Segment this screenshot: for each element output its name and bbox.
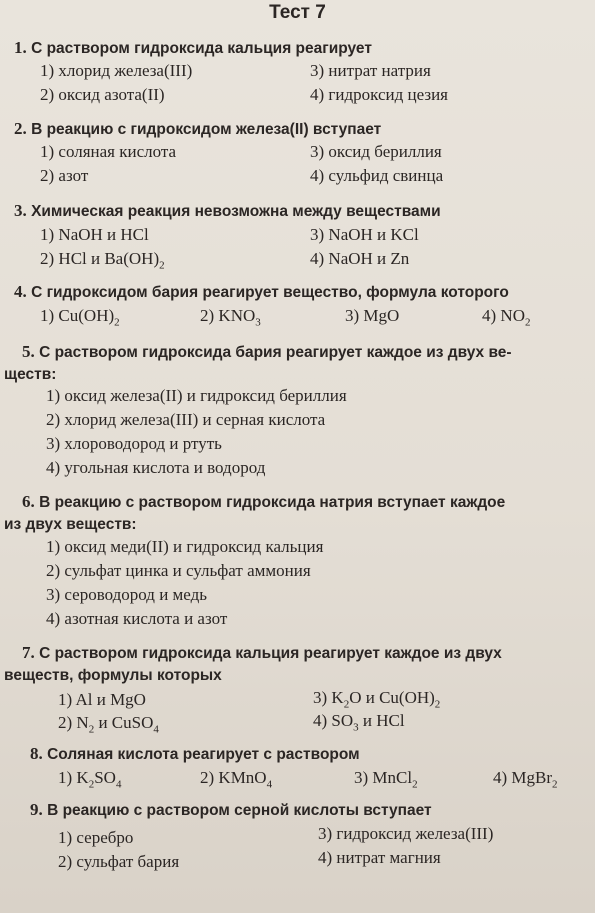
q6-option-4: 4) азотная кислота и азот	[46, 609, 228, 628]
q8-option-1: 1) $K_2SO_4$	[58, 768, 122, 791]
q5-option-1: 1) оксид железа(II) и гидроксид бериллия	[46, 386, 347, 405]
question-number: 7.	[22, 643, 35, 662]
q5-option-2: 2) хлорид железа(III) и серная кислота	[46, 410, 326, 429]
q9-option-3: 3) гидроксид железа(III)	[318, 824, 494, 843]
question-1	[14, 36, 585, 60]
q3-option-3: 3) NaOH и KCl	[310, 225, 419, 244]
q7-option-4: 4) $SO_3$ и HCl	[313, 711, 405, 734]
question-8	[30, 742, 585, 766]
question-text: С гидроксидом бария реагирует вещество, формула которого	[31, 284, 509, 301]
q7-option-1: 1) Al и MgO	[58, 690, 146, 709]
question-text: Химическая реакция	[31, 203, 195, 220]
question-text: С раствором гидроксида кальция реагирует каждое из двух	[39, 645, 502, 662]
question-3	[14, 199, 585, 223]
question-text: В реакцию с гидроксидом железа(II) вступает	[31, 121, 382, 138]
q5-option-4: 4) угольная кислота и водород	[46, 458, 266, 477]
q9-option-2: 2) сульфат бария	[58, 852, 180, 871]
question-number: 2.	[14, 119, 27, 138]
q2-option-3: 3) оксид бериллия	[310, 142, 442, 161]
question-number: 1.	[14, 38, 27, 57]
q5-option-3: 3) хлороводород и ртуть	[46, 434, 222, 453]
question-4	[14, 280, 585, 304]
question-5-cont: ществ:	[4, 366, 57, 383]
q4-option-1: 1) $Cu(OH)_2$	[40, 306, 120, 329]
q9-option-1: 1) серебро	[58, 828, 134, 847]
question-7	[22, 641, 585, 665]
question-text: С раствором гидроксида бария реагирует каждое из двух ве-	[39, 344, 512, 361]
page-title: Тест 7	[269, 2, 326, 23]
question-text: В реакцию с раствором гидроксида натрия вступает каждое	[39, 494, 506, 511]
q8-option-3: 3) MnCl$_2$	[354, 768, 418, 791]
q4-option-4: 4) $NO_2$	[482, 306, 531, 329]
question-text: Соляная кислота реагирует с раствором	[47, 746, 360, 763]
q9-option-4: 4) нитрат магния	[318, 848, 441, 867]
question-number: 5.	[22, 342, 35, 361]
q8-option-2: 2) KMnO$_4$	[200, 768, 273, 791]
q1-option-2: 2) оксид азота(II)	[40, 85, 165, 104]
question-emphasis: невозможна	[194, 203, 288, 220]
question-9	[30, 798, 585, 822]
question-text: С раствором гидроксида кальция реагирует	[31, 40, 372, 57]
q4-option-2: 2) $KNO_3$	[200, 306, 261, 329]
question-number: 3.	[14, 201, 27, 220]
q6-option-3: 3) сероводород и медь	[46, 585, 208, 604]
q2-option-1: 1) соляная кислота	[40, 142, 177, 161]
q7-option-2: 2) $N_2$ и CuSO$_4$	[58, 713, 159, 736]
q1-option-4: 4) гидроксид цезия	[310, 85, 448, 104]
question-number: 9.	[30, 800, 43, 819]
question-5	[22, 340, 585, 364]
q7-option-3: 3) $K_2O$ и $Cu(OH)_2$	[313, 688, 441, 711]
q6-option-1: 1) оксид меди(II) и гидроксид кальция	[46, 537, 324, 556]
q3-option-2: 2) HCl и $Ba(OH)_2$	[40, 249, 165, 272]
question-6	[22, 490, 585, 514]
question-number: 4.	[14, 282, 27, 301]
q2-option-4: 4) сульфид свинца	[310, 166, 444, 185]
q8-option-4: 4) MgBr$_2$	[493, 768, 558, 791]
q2-option-2: 2) азот	[40, 166, 89, 185]
question-text-end: между веществами	[287, 203, 441, 220]
question-2	[14, 117, 585, 141]
q1-option-3: 3) нитрат натрия	[310, 61, 431, 80]
question-text: В реакцию с раствором серной кислоты вступает	[47, 802, 432, 819]
q6-option-2: 2) сульфат цинка и сульфат аммония	[46, 561, 311, 580]
question-7-cont: веществ, формулы которых	[4, 667, 222, 684]
q1-option-1: 1) хлорид железа(III)	[40, 61, 193, 80]
q3-option-1: 1) NaOH и HCl	[40, 225, 149, 244]
question-number: 6.	[22, 492, 35, 511]
q3-option-4: 4) NaOH и Zn	[310, 249, 410, 268]
question-number: 8.	[30, 744, 43, 763]
q4-option-3: 3) MgO	[345, 306, 400, 325]
question-6-cont: из двух веществ:	[4, 516, 137, 533]
